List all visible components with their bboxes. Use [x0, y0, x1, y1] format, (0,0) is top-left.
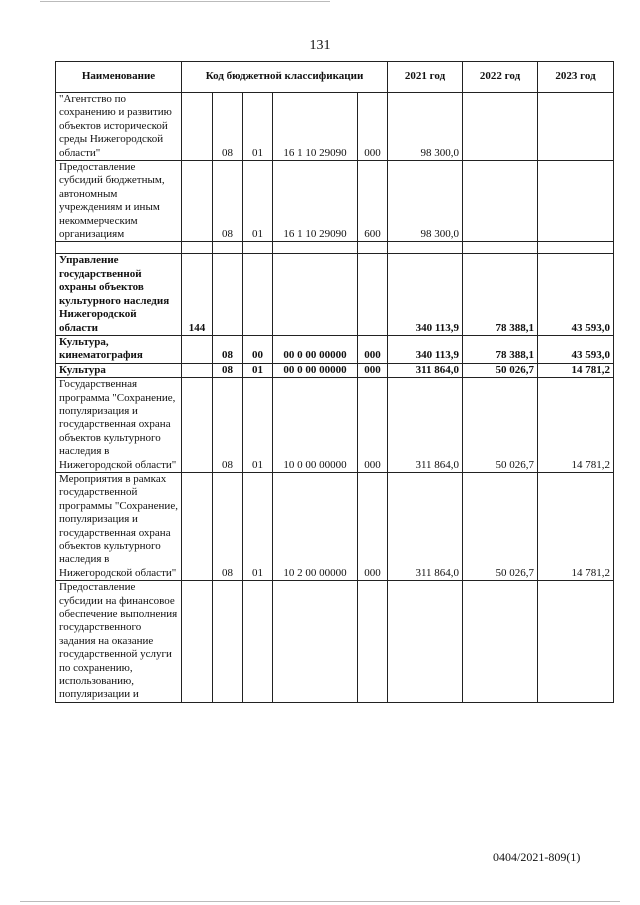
row-article: 16 1 10 29090 [273, 93, 358, 161]
row-article: 10 2 00 00000 [273, 472, 358, 580]
row-type: 000 [358, 472, 388, 580]
header-name: Наименование [56, 62, 182, 93]
row-name: Мероприятия в рамках государственной программы "Сохранение, популяризация и государственная охрана объектов культурного наследия в Нижегородской области" [56, 472, 182, 580]
row-2023: 43 593,0 [538, 254, 614, 335]
row-type [358, 581, 388, 703]
row-2021: 311 864,0 [388, 472, 463, 580]
row-2022 [463, 93, 538, 161]
row-2023: 14 781,2 [538, 378, 614, 473]
row-2021: 311 864,0 [388, 378, 463, 473]
row-type: 000 [358, 93, 388, 161]
row-name: Управление государственной охраны объектов культурного наследия Нижегородской области [56, 254, 182, 335]
row-section: 08 [213, 93, 243, 161]
row-2022: 50 026,7 [463, 378, 538, 473]
row-subsection: 01 [243, 472, 273, 580]
header-2021: 2021 год [388, 62, 463, 93]
row-2022: 78 388,1 [463, 254, 538, 335]
table-row [56, 335, 614, 363]
row-section: 08 [213, 378, 243, 473]
row-section [213, 242, 243, 254]
row-article: 00 0 00 00000 [273, 335, 358, 363]
budget-table [55, 61, 614, 703]
header-2023: 2023 год [538, 62, 614, 93]
row-dept [182, 363, 213, 377]
row-section: 08 [213, 472, 243, 580]
row-article: 10 0 00 00000 [273, 378, 358, 473]
table-row [56, 378, 614, 473]
row-section: 08 [213, 161, 243, 242]
bottom-rule [20, 901, 620, 902]
row-name: Культура, кинематография [56, 335, 182, 363]
row-name: "Агентство по сохранению и развитию объектов исторической среды Нижегородской области" [56, 93, 182, 161]
row-2022 [463, 242, 538, 254]
row-dept [182, 93, 213, 161]
row-2022: 78 388,1 [463, 335, 538, 363]
row-2022 [463, 581, 538, 703]
document-code: 0404/2021-809(1) [493, 850, 581, 864]
row-subsection: 00 [243, 335, 273, 363]
row-subsection [243, 581, 273, 703]
row-subsection: 01 [243, 161, 273, 242]
table-row [56, 161, 614, 242]
row-article [273, 242, 358, 254]
row-article [273, 581, 358, 703]
row-dept [182, 581, 213, 703]
row-subsection: 01 [243, 378, 273, 473]
row-2023: 14 781,2 [538, 363, 614, 377]
row-2021: 340 113,9 [388, 335, 463, 363]
row-2021: 98 300,0 [388, 93, 463, 161]
row-2023 [538, 242, 614, 254]
row-dept [182, 242, 213, 254]
row-2022: 50 026,7 [463, 363, 538, 377]
row-type: 000 [358, 335, 388, 363]
row-2021 [388, 581, 463, 703]
row-dept [182, 161, 213, 242]
row-dept [182, 335, 213, 363]
row-2023 [538, 161, 614, 242]
row-article [273, 254, 358, 335]
table-row [56, 363, 614, 377]
row-name: Предоставление субсидий бюджетным, автономным учреждениям и иным некоммерческим организациям [56, 161, 182, 242]
table-row [56, 472, 614, 580]
row-article: 00 0 00 00000 [273, 363, 358, 377]
row-2021: 311 864,0 [388, 363, 463, 377]
row-type: 600 [358, 161, 388, 242]
table-row [56, 93, 614, 161]
row-type [358, 254, 388, 335]
row-name: Культура [56, 363, 182, 377]
row-dept: 144 [182, 254, 213, 335]
row-section [213, 254, 243, 335]
row-name: Предоставление субсидии на финансовое обеспечение выполнения государственного задания на оказание государственной услуги по сохранению, использованию, популяризации и [56, 581, 182, 703]
header-2022: 2022 год [463, 62, 538, 93]
row-2023 [538, 581, 614, 703]
row-subsection: 01 [243, 93, 273, 161]
row-dept [182, 472, 213, 580]
row-section: 08 [213, 363, 243, 377]
table-row-spacer [56, 242, 614, 254]
row-2021 [388, 242, 463, 254]
page-number: 131 [309, 38, 331, 53]
row-2023 [538, 93, 614, 161]
table-header-row [56, 62, 614, 93]
row-2023: 14 781,2 [538, 472, 614, 580]
row-subsection: 01 [243, 363, 273, 377]
row-2021: 340 113,9 [388, 254, 463, 335]
header-code: Код бюджетной классификации [182, 62, 388, 93]
table-row [56, 581, 614, 703]
table-row [56, 254, 614, 335]
row-name [56, 242, 182, 254]
row-dept [182, 378, 213, 473]
row-2022: 50 026,7 [463, 472, 538, 580]
row-subsection [243, 254, 273, 335]
row-section [213, 581, 243, 703]
row-article: 16 1 10 29090 [273, 161, 358, 242]
top-rule [40, 1, 330, 2]
row-2023: 43 593,0 [538, 335, 614, 363]
row-subsection [243, 242, 273, 254]
row-type: 000 [358, 363, 388, 377]
row-2022 [463, 161, 538, 242]
row-type: 000 [358, 378, 388, 473]
row-section: 08 [213, 335, 243, 363]
row-type [358, 242, 388, 254]
row-name: Государственная программа "Сохранение, популяризация и государственная охрана объектов культурного наследия в Нижегородской области" [56, 378, 182, 473]
row-2021: 98 300,0 [388, 161, 463, 242]
